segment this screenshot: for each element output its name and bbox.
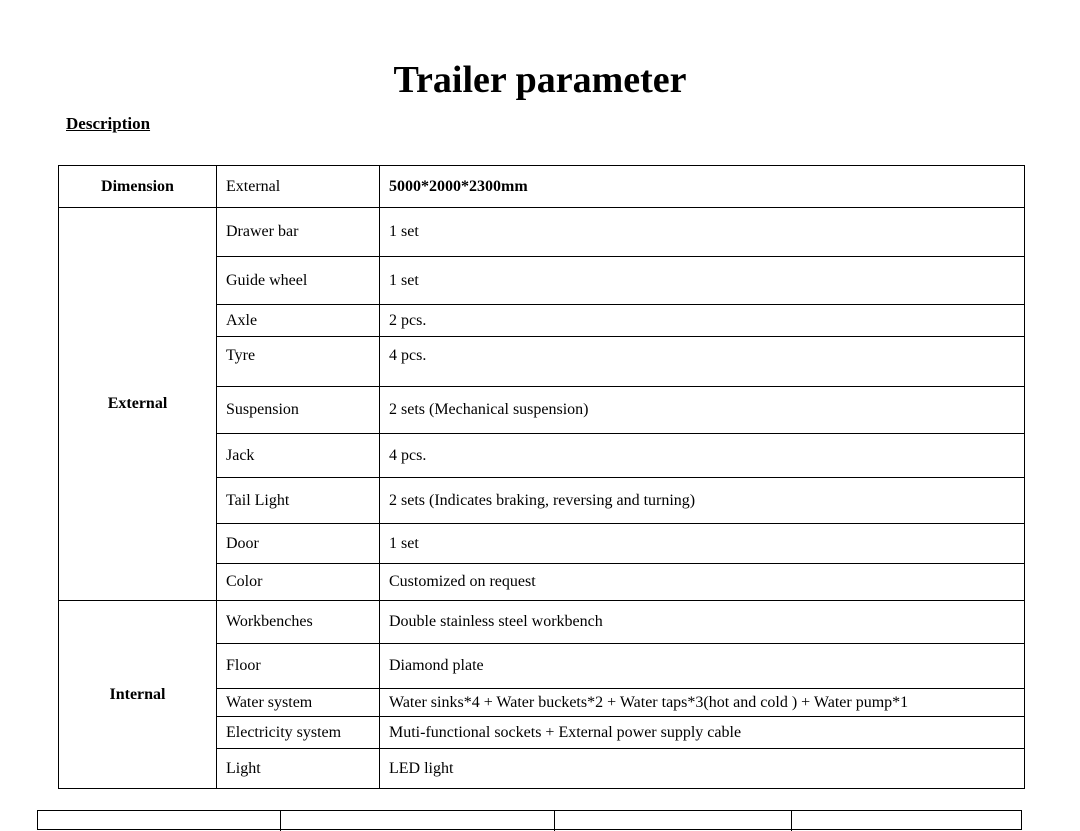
- category-internal: Internal: [59, 601, 217, 789]
- parameter-table: [58, 165, 1025, 789]
- param-label: Tail Light: [217, 478, 380, 524]
- param-value: 1 set: [380, 524, 1025, 564]
- param-label: Suspension: [217, 387, 380, 434]
- param-value: 1 set: [380, 257, 1025, 305]
- param-label: Floor: [217, 644, 380, 689]
- param-value: Customized on request: [380, 564, 1025, 601]
- param-value: LED light: [380, 749, 1025, 789]
- param-label: Drawer bar: [217, 208, 380, 257]
- param-value: Double stainless steel workbench: [380, 601, 1025, 644]
- table-row: [59, 208, 1025, 257]
- column-divider: [554, 811, 555, 831]
- param-label: Axle: [217, 305, 380, 337]
- param-label: Water system: [217, 689, 380, 717]
- param-label: Light: [217, 749, 380, 789]
- param-value: 2 sets (Mechanical suspension): [380, 387, 1025, 434]
- param-value: 2 sets (Indicates braking, reversing and turning): [380, 478, 1025, 524]
- param-value: 1 set: [380, 208, 1025, 257]
- param-value: 4 pcs.: [380, 337, 1025, 387]
- category-dimension: Dimension: [59, 166, 217, 208]
- table-row: [59, 166, 1025, 208]
- page-title: Trailer parameter: [393, 59, 687, 101]
- param-label: Tyre: [217, 337, 380, 387]
- table-row: [59, 601, 1025, 644]
- param-label: Color: [217, 564, 380, 601]
- param-label: Workbenches: [217, 601, 380, 644]
- description-heading: Description: [66, 114, 151, 133]
- param-label: Door: [217, 524, 380, 564]
- param-value: Water sinks*4 + Water buckets*2 + Water taps*3(hot and cold ) + Water pump*1: [380, 689, 1025, 717]
- param-label: External: [217, 166, 380, 208]
- param-value: 5000*2000*2300mm: [380, 166, 1025, 208]
- column-divider: [791, 811, 792, 831]
- param-label: Electricity system: [217, 717, 380, 749]
- param-label: Guide wheel: [217, 257, 380, 305]
- param-value: Diamond plate: [380, 644, 1025, 689]
- column-divider: [280, 811, 281, 831]
- param-value: 4 pcs.: [380, 434, 1025, 478]
- param-value: Muti-functional sockets + External power supply cable: [380, 717, 1025, 749]
- category-external: External: [59, 208, 217, 601]
- next-table-top-edge: [37, 810, 1022, 830]
- param-label: Jack: [217, 434, 380, 478]
- param-value: 2 pcs.: [380, 305, 1025, 337]
